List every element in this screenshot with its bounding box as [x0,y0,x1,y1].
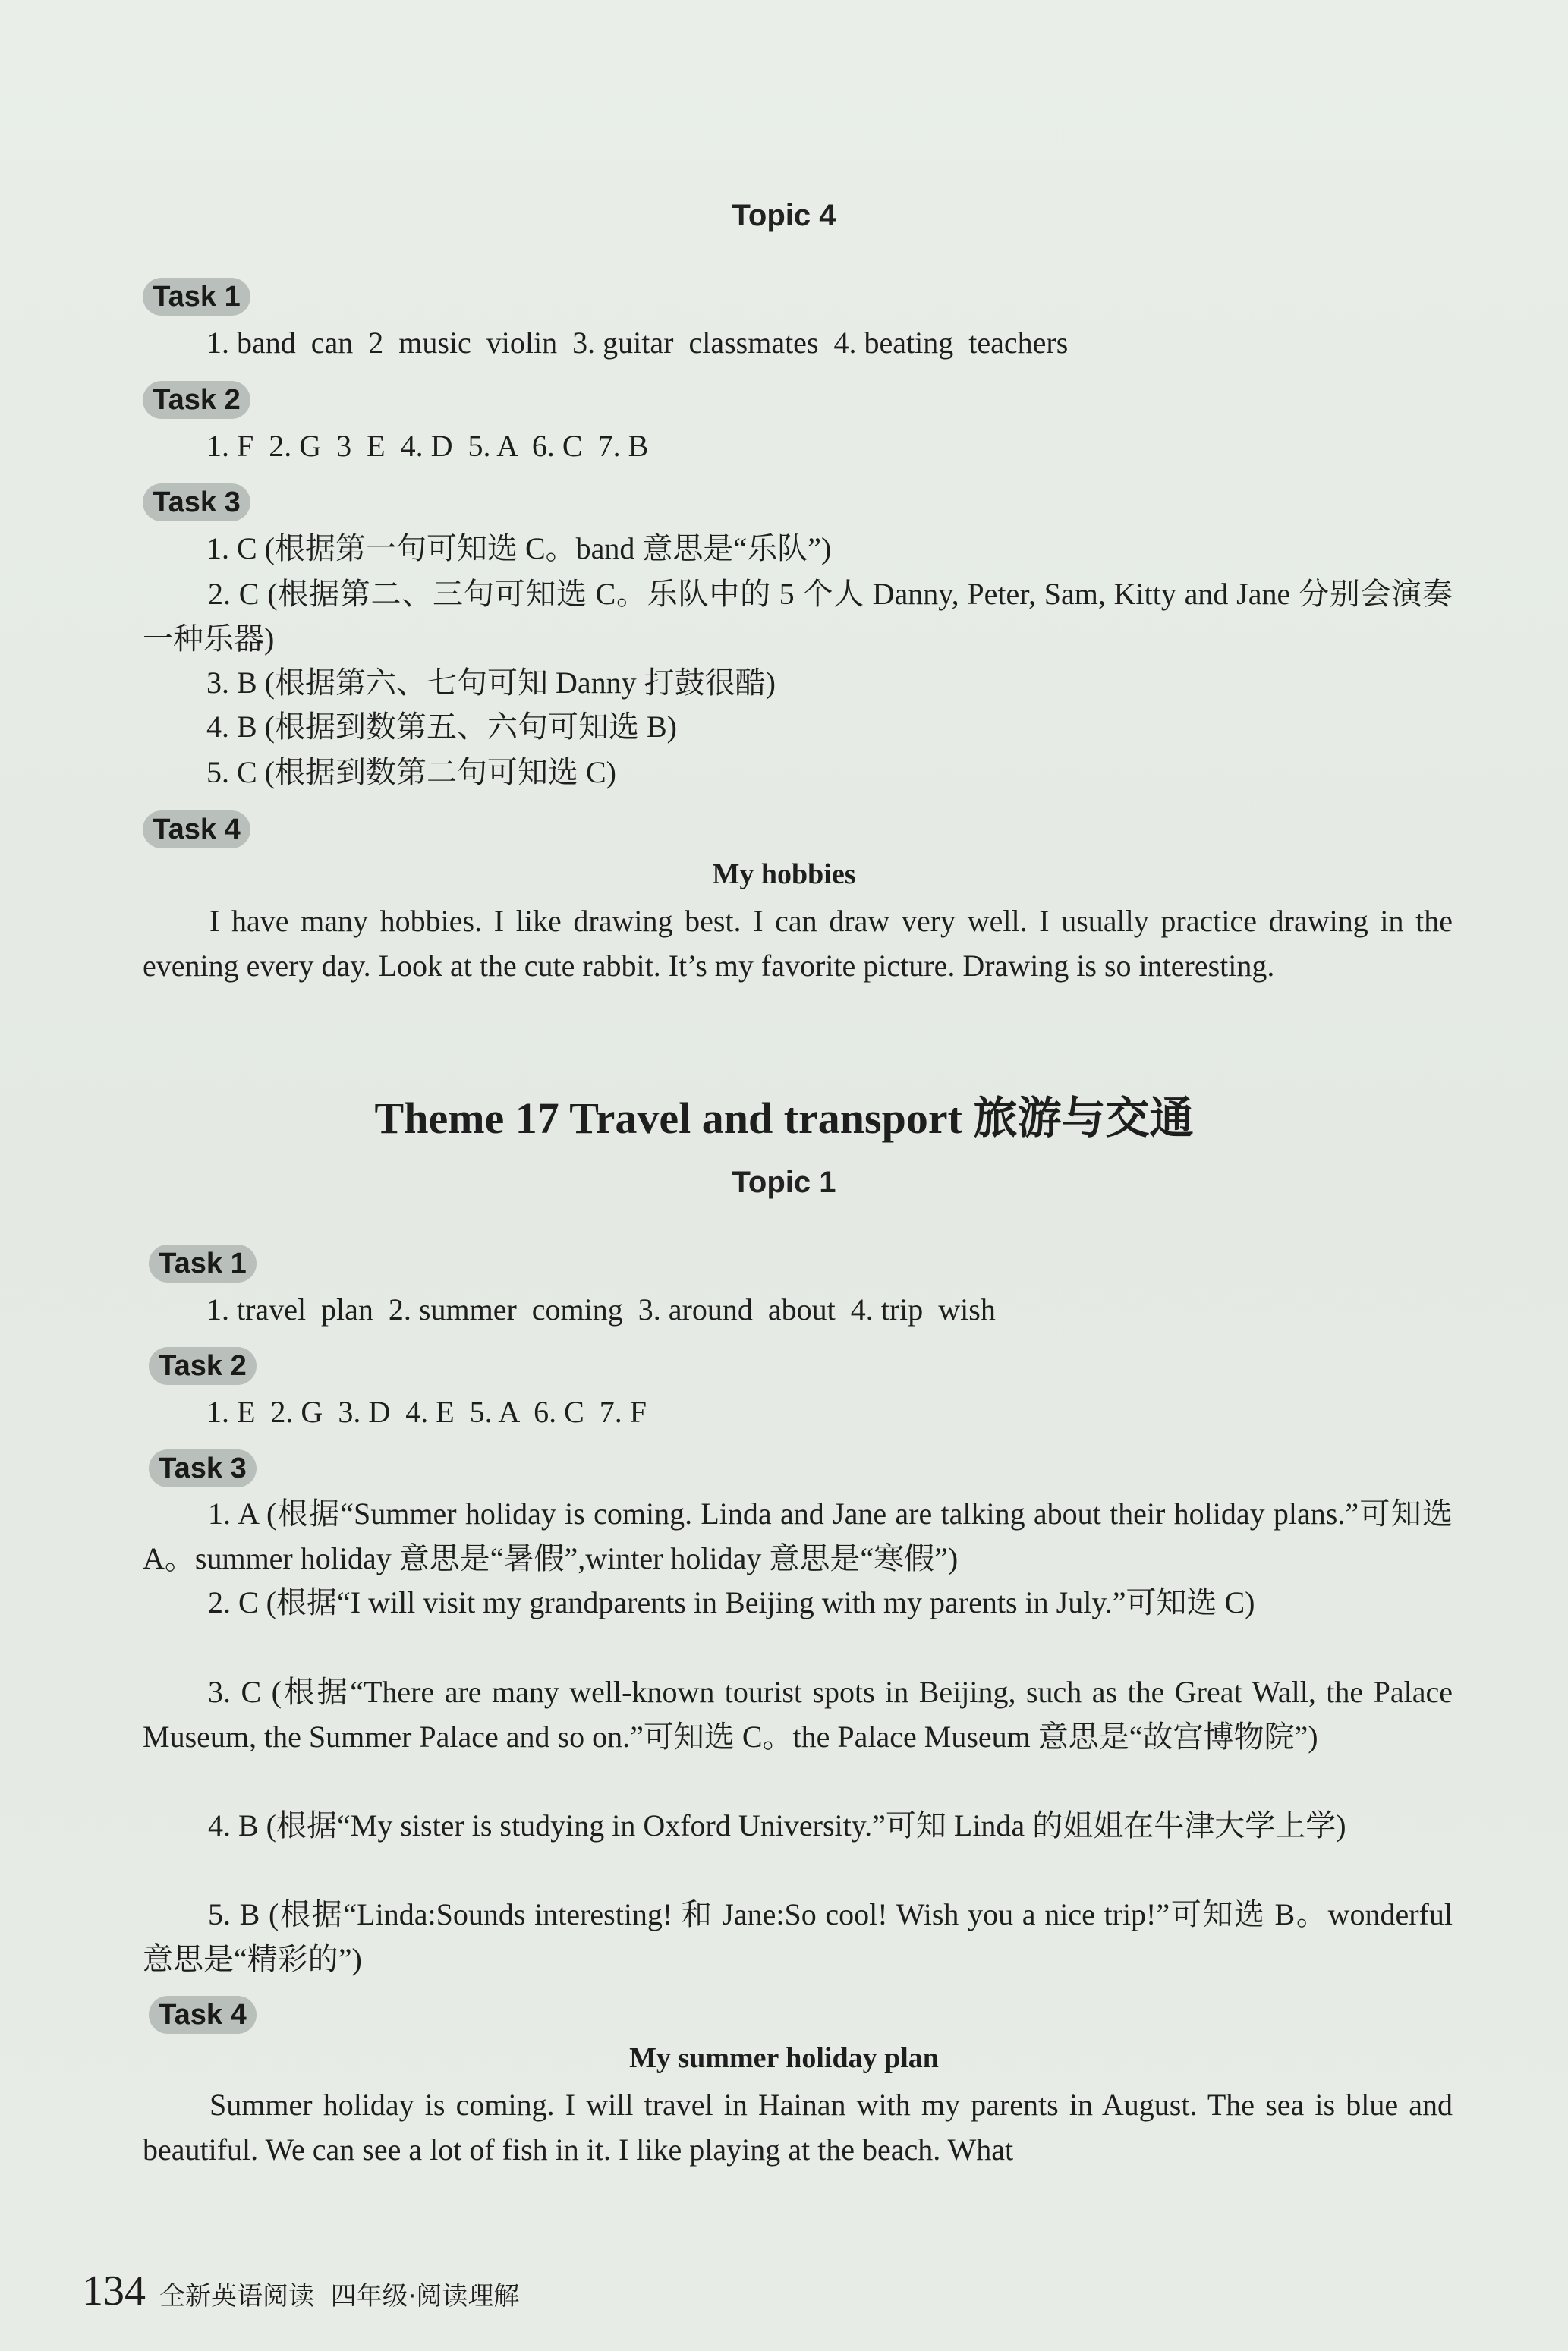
task-label: Task 4 [143,810,250,848]
passage-text: Summer holiday is coming. I will travel in Hainan with my parents in August. The sea is blue and beautiful. We can see a lot of fish in it. I like playing at the beach. What [143,2088,1453,2167]
task-answer-line: 1. F 2. G 3 E 4. D 5. A 6. C 7. B [206,429,649,463]
task-answer-line: 1. travel plan 2. summer coming 3. around about 4. trip wish [206,1292,996,1327]
passage-title: My hobbies [712,858,856,890]
task-answer-line: 1. band can 2 music violin 3. guitar classmates 4. beating teachers [206,326,1069,360]
page-footer [52,2231,519,2351]
answer-item: 4. B (根据“My sister is studying in Oxford University.”可知 Linda 的姐姐在牛津大学上学) [208,1808,1346,1843]
answer-item: 2. C (根据第二、三句可知选 C。乐队中的 5 个人 Danny, Peter, Sam, Kitty and Jane 分别会演奏一种乐器) [143,577,1453,656]
answer-item: 3. B (根据第六、七句可知 Danny 打鼓很酷) [206,666,776,700]
task-label: Task 4 [149,1996,257,2034]
task-label: Task 1 [149,1245,257,1283]
theme-heading: Theme 17 Travel and transport 旅游与交通 [374,1094,1194,1143]
answer-item: 1. A (根据“Summer holiday is coming. Linda and Jane are talking about their holiday plans.”可知选 A。summer holiday 意思是“暑假”,winter holiday 意思是“寒假”) [143,1497,1453,1575]
topic-heading: Topic 4 [732,199,836,232]
task-label: Task 2 [143,381,250,419]
task-answer-line: 1. E 2. G 3. D 4. E 5. A 6. C 7. F [206,1395,647,1429]
answer-item: 4. B (根据到数第五、六句可知选 B) [206,710,677,744]
passage-title: My summer holiday plan [629,2042,939,2074]
task-label: Task 2 [149,1347,257,1385]
task-label: Task 1 [143,278,250,316]
answer-item: 1. C (根据第一句可知选 C。band 意思是“乐队”) [206,531,832,565]
page-number: 134 [82,2268,146,2315]
book-title: 全新英语阅读 四年级·阅读理解 [159,2281,520,2312]
task-label: Task 3 [143,483,250,521]
passage-text: I have many hobbies. I like drawing best. I can draw very well. I usually practice drawing in the evening every day. Look at the cute rabbit. It’s my favorite picture. Drawing is so interesting. [143,904,1453,983]
answer-item: 5. B (根据“Linda:Sounds interesting! 和 Jane:So cool! Wish you a nice trip!”可知选 B。wonderful 意思是“精彩的”) [143,1897,1453,1976]
topic-heading: Topic 1 [732,1166,836,1199]
task-label: Task 3 [149,1449,257,1487]
answer-item: 2. C (根据“I will visit my grandparents in Beijing with my parents in July.”可知选 C) [208,1585,1255,1619]
answer-item: 5. C (根据到数第二句可知选 C) [206,755,616,789]
answer-item: 3. C (根据“There are many well-known tourist spots in Beijing, such as the Great Wall, the Palace Museum, the Summer Palace and so on.”可知选 C。the Palace Museum 意思是“故宫博物院”) [143,1675,1453,1754]
